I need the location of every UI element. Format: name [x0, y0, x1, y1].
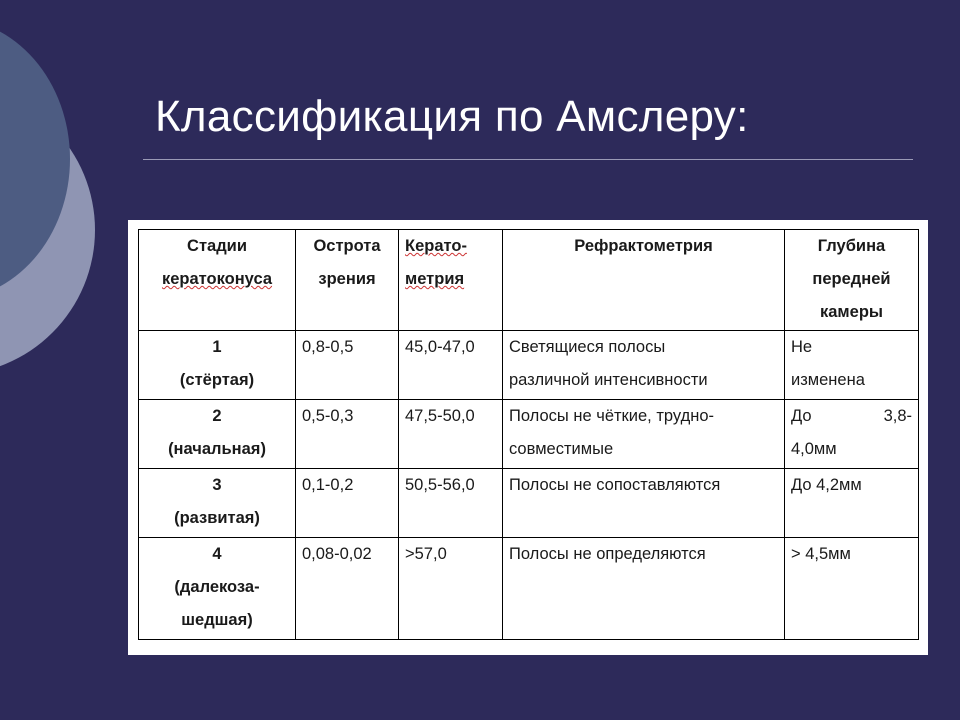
header-acuity-line2: зрения — [318, 270, 376, 288]
header-refractometry-label: Рефрактометрия — [574, 237, 713, 255]
header-depth-line1: Глубина — [817, 237, 886, 255]
chamber-depth-cell — [785, 400, 919, 469]
stage-name-line2: шедшая) — [181, 611, 253, 629]
chamber-depth-line1: > 4,5мм — [791, 545, 851, 563]
table-panel — [128, 220, 928, 655]
table-row — [139, 469, 919, 538]
refractometry-line2: различной интенсивности — [509, 371, 708, 389]
title-divider — [143, 159, 913, 160]
header-acuity-line1: Острота — [313, 237, 381, 255]
header-depth-line2: передней — [812, 270, 891, 288]
chamber-depth-line1 — [791, 400, 912, 433]
refractometry-line1: Полосы не сопоставляются — [509, 476, 721, 494]
acuity-cell: 0,08-0,02 — [296, 538, 399, 640]
table-header-row — [139, 230, 919, 331]
chamber-depth-line2: изменена — [791, 371, 865, 389]
stage-name: (развитая) — [174, 509, 260, 527]
refractometry-line2: совместимые — [509, 440, 614, 458]
amsler-classification-table — [138, 229, 919, 640]
stage-cell — [139, 400, 296, 469]
chamber-depth-line1: Не — [791, 338, 813, 356]
stage-cell — [139, 331, 296, 400]
refractometry-line1: Полосы не определяются — [509, 545, 706, 563]
table-row — [139, 331, 919, 400]
table-row — [139, 538, 919, 640]
chamber-depth-cell — [785, 469, 919, 538]
header-keratometry-line2 — [405, 263, 496, 296]
refractometry-line1: Светящиеся полосы — [509, 338, 666, 356]
keratometry-cell: 45,0-47,0 — [399, 331, 503, 400]
header-stage — [139, 230, 296, 331]
stage-cell — [139, 538, 296, 640]
chamber-depth-cell — [785, 538, 919, 640]
stage-name: (начальная) — [168, 440, 266, 458]
refractometry-cell — [503, 331, 785, 400]
header-acuity — [296, 230, 399, 331]
stage-number: 2 — [212, 407, 222, 425]
acuity-cell: 0,8-0,5 — [296, 331, 399, 400]
header-stage-line1: Стадии — [187, 237, 247, 255]
header-keratometry-line1 — [405, 230, 496, 263]
stage-number: 3 — [212, 476, 222, 494]
table-row — [139, 400, 919, 469]
keratometry-cell: >57,0 — [399, 538, 503, 640]
header-stage-line2-text: кератоконуса — [161, 270, 273, 288]
stage-cell — [139, 469, 296, 538]
header-chamber-depth — [785, 230, 919, 331]
header-refractometry — [503, 230, 785, 331]
header-stage-line2 — [145, 263, 289, 296]
header-keratometry-line2-text: метрия — [405, 270, 465, 288]
stage-name-line1: (далекоза- — [174, 578, 260, 596]
chamber-depth-prefix: До — [791, 407, 812, 425]
chamber-depth-line2: 4,0мм — [791, 440, 837, 458]
stage-name: (стёртая) — [179, 371, 255, 389]
refractometry-cell — [503, 469, 785, 538]
header-keratometry-line1-text: Керато- — [405, 237, 467, 255]
slide-title: Классификация по Амслеру: — [155, 92, 749, 141]
chamber-depth-cell — [785, 331, 919, 400]
header-depth-line3: камеры — [820, 303, 883, 321]
keratometry-cell: 50,5-56,0 — [399, 469, 503, 538]
acuity-cell: 0,5-0,3 — [296, 400, 399, 469]
chamber-depth-line1: До 4,2мм — [791, 476, 862, 494]
chamber-depth-value: 3,8- — [883, 407, 912, 425]
stage-number: 4 — [212, 545, 222, 563]
keratometry-cell: 47,5-50,0 — [399, 400, 503, 469]
header-keratometry — [399, 230, 503, 331]
refractometry-line1: Полосы не чёткие, трудно- — [509, 407, 715, 425]
refractometry-cell — [503, 538, 785, 640]
acuity-cell: 0,1-0,2 — [296, 469, 399, 538]
refractometry-cell — [503, 400, 785, 469]
stage-number: 1 — [212, 338, 222, 356]
